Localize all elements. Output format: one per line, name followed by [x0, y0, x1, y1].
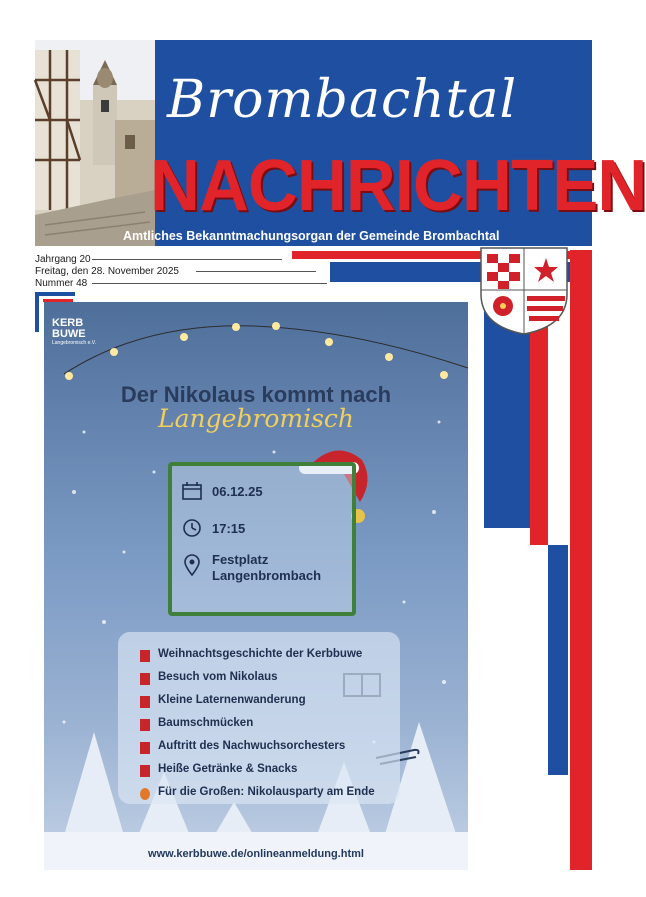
- issue-volume: Jahrgang 20: [35, 254, 91, 265]
- corner-bracket: [35, 292, 39, 332]
- list-item: Baumschmücken: [158, 717, 254, 729]
- stocking-icon: [140, 650, 150, 662]
- list-item: Kleine Laternenwanderung: [158, 694, 306, 706]
- logo-line-1: KERB: [52, 317, 84, 329]
- list-item: Auftritt des Nachwuchsorchesters: [158, 740, 346, 752]
- list-item: Für die Großen: Nikolausparty am Ende: [158, 786, 375, 798]
- town-photo: [35, 40, 155, 246]
- event-place-1: Festplatz: [212, 552, 269, 567]
- masthead-subtitle: NACHRICHTEN: [150, 146, 646, 226]
- event-date: 06.12.25: [212, 484, 263, 499]
- divider: [92, 283, 327, 284]
- corner-bracket: [35, 292, 75, 296]
- signup-url[interactable]: www.kerbbuwe.de/onlineanmeldung.html: [148, 848, 364, 860]
- red-column-right: [570, 250, 592, 870]
- logo-line-2: BUWE: [52, 328, 86, 340]
- stocking-icon: [140, 696, 150, 708]
- stocking-icon: [140, 719, 150, 731]
- blue-column-lower: [548, 545, 568, 775]
- clock-icon: [182, 518, 202, 538]
- list-item: Besuch vom Nikolaus: [158, 671, 278, 683]
- divider: [196, 271, 316, 272]
- location-pin-icon: [184, 554, 200, 576]
- cookie-icon: [140, 788, 150, 800]
- event-time: 17:15: [212, 521, 246, 536]
- logo-sub: Langebromisch e.V.: [52, 340, 97, 346]
- event-place-2: Langenbrombach: [212, 568, 322, 583]
- kerbbuwe-logo: [52, 318, 96, 347]
- issue-number: Nummer 48: [35, 278, 88, 289]
- calendar-icon: [182, 482, 202, 500]
- stocking-icon: [140, 673, 150, 685]
- stocking-icon: [140, 742, 150, 754]
- masthead: [35, 40, 646, 246]
- stocking-icon: [140, 765, 150, 777]
- coat-of-arms-icon: [475, 240, 573, 338]
- poster-title-script: Langebromisch: [157, 404, 355, 433]
- program-list: [118, 632, 400, 804]
- list-item: Weihnachtsgeschichte der Kerbbuwe: [158, 648, 363, 660]
- masthead-tagline: Amtliches Bekanntmachungsorgan der Gemeinde Brombachtal: [123, 229, 500, 243]
- divider: [92, 259, 282, 260]
- event-details-box: [168, 462, 356, 616]
- list-item: Heiße Getränke & Snacks: [158, 763, 298, 775]
- poster-title: Der Nikolaus kommt nach: [120, 382, 392, 407]
- event-poster: [44, 302, 468, 870]
- masthead-title: Brombachtal: [167, 70, 518, 130]
- issue-date: Freitag, den 28. November 2025: [35, 266, 179, 277]
